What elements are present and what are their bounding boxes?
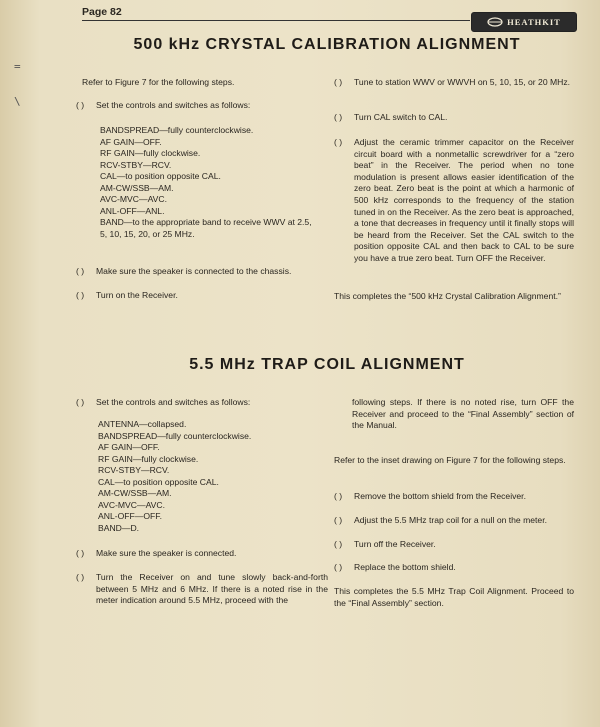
setting-item: AF GAIN—OFF. bbox=[100, 136, 162, 147]
step-speaker: Make sure the speaker is connected to the chassis. bbox=[96, 266, 292, 276]
step-cal-switch: Turn CAL switch to CAL. bbox=[354, 112, 448, 122]
checkbox: ( ) bbox=[334, 539, 343, 549]
checkbox: ( ) bbox=[76, 572, 85, 582]
step-adjust-trimmer: Adjust the ceramic trimmer capacitor on the Receiver circuit board with a nonmetallic screwdriver for a “zero beat” in the Receiver. The period when no tone modulation is present allows easier identification of the zero beat. Zero beat is the point at which a harmonic of 500 kHz corresponds to the frequency of the station tuned in on the Receiver. As the zero beat is approached, a tone that decreases in frequency until it finally stops will be heard from the Receiver. Set the CAL switch to the position opposite CAL and then back to CAL to be sure you have a true zero beat. Turn OFF the Receiver. bbox=[354, 137, 574, 263]
setting-item: RCV-STBY—RCV. bbox=[98, 465, 170, 475]
setting-item: AM-CW/SSB—AM. bbox=[98, 488, 172, 498]
setting-item: ANL-OFF—OFF. bbox=[98, 511, 162, 521]
setting-item: BANDSPREAD—fully counterclockwise. bbox=[100, 125, 254, 135]
setting-item: RF GAIN—fully clockwise. bbox=[98, 453, 199, 464]
setting-item: AVC-MVC—AVC. bbox=[100, 194, 168, 204]
settings-list-1 bbox=[100, 125, 312, 240]
logo-emblem-icon bbox=[487, 17, 503, 27]
step-replace-shield: Replace the bottom shield. bbox=[354, 562, 456, 572]
completion-note-2: This completes the 5.5 MHz Trap Coil Alignment. Proceed to the “Final Assembly” section. bbox=[334, 586, 574, 608]
header-rule bbox=[82, 20, 470, 21]
step-speaker-2: Make sure the speaker is connected. bbox=[96, 548, 237, 558]
setting-item: RF GAIN—fully clockwise. bbox=[100, 148, 201, 158]
setting-item: BANDSPREAD—fully counterclockwise. bbox=[98, 430, 252, 441]
setting-item: ANL-OFF—ANL. bbox=[100, 205, 165, 216]
setting-item: BAND—D. bbox=[98, 522, 140, 533]
checkbox: ( ) bbox=[334, 491, 343, 501]
step-remove-shield: Remove the bottom shield from the Receiver. bbox=[354, 491, 526, 501]
step-tune-wwv: Tune to station WWV or WWVH on 5, 10, 15, or 20 MHz. bbox=[354, 77, 571, 87]
binding-mark: = bbox=[14, 60, 21, 73]
setting-item: CAL—to position opposite CAL. bbox=[100, 171, 221, 181]
logo-text: HEATHKIT bbox=[507, 17, 561, 27]
checkbox: ( ) bbox=[76, 290, 85, 300]
checkbox: ( ) bbox=[76, 100, 85, 110]
step-tune-receiver: Turn the Receiver on and tune slowly back-and-forth between 5 MHz and 6 MHz. If there is a noted rise in the meter indication around 5.5 MHz, proceed with the bbox=[96, 572, 328, 606]
page-number: Page 82 bbox=[82, 6, 122, 18]
binding-mark: \ bbox=[14, 95, 21, 108]
section-title-trap-coil: 5.5 MHz TRAP COIL ALIGNMENT bbox=[189, 356, 465, 373]
checkbox: ( ) bbox=[76, 397, 85, 407]
checkbox: ( ) bbox=[334, 137, 343, 147]
checkbox: ( ) bbox=[334, 515, 343, 525]
setting-item: ANTENNA—collapsed. bbox=[98, 419, 187, 429]
intro-text: Refer to Figure 7 for the following steps. bbox=[82, 77, 235, 87]
checkbox: ( ) bbox=[76, 548, 85, 558]
step-set-controls: Set the controls and switches as follows: bbox=[96, 100, 251, 110]
setting-item: 5, 10, 15, 20, or 25 MHz. bbox=[100, 228, 195, 239]
checkbox: ( ) bbox=[334, 562, 343, 572]
step-set-controls-2: Set the controls and switches as follows: bbox=[96, 397, 251, 407]
checkbox: ( ) bbox=[76, 266, 85, 276]
step-adjust-trap-coil: Adjust the 5.5 MHz trap coil for a null on the meter. bbox=[354, 515, 547, 525]
setting-item: AF GAIN—OFF. bbox=[98, 442, 160, 452]
setting-item: AM-CW/SSB—AM. bbox=[100, 182, 174, 193]
checkbox: ( ) bbox=[334, 77, 343, 87]
continued-text: following steps. If there is no noted rise, turn OFF the Receiver and proceed to the “Final Assembly” section of the Manual. bbox=[352, 397, 574, 431]
settings-list-2 bbox=[98, 419, 251, 534]
heathkit-logo bbox=[471, 12, 577, 32]
step-turn-on: Turn on the Receiver. bbox=[96, 290, 178, 300]
setting-item: BAND—to the appropriate band to receive WWV at 2.5, bbox=[100, 217, 312, 227]
setting-item: CAL—to position opposite CAL. bbox=[98, 476, 219, 487]
step-turn-off: Turn off the Receiver. bbox=[354, 539, 436, 549]
checkbox: ( ) bbox=[334, 112, 343, 122]
section-title-crystal-calibration: 500 kHz CRYSTAL CALIBRATION ALIGNMENT bbox=[133, 36, 521, 53]
completion-note-1: This completes the “500 kHz Crystal Calibration Alignment.” bbox=[334, 291, 561, 301]
setting-item: RCV-STBY—RCV. bbox=[100, 159, 172, 170]
inset-reference: Refer to the inset drawing on Figure 7 for the following steps. bbox=[334, 455, 566, 465]
setting-item: AVC-MVC—AVC. bbox=[98, 499, 166, 510]
